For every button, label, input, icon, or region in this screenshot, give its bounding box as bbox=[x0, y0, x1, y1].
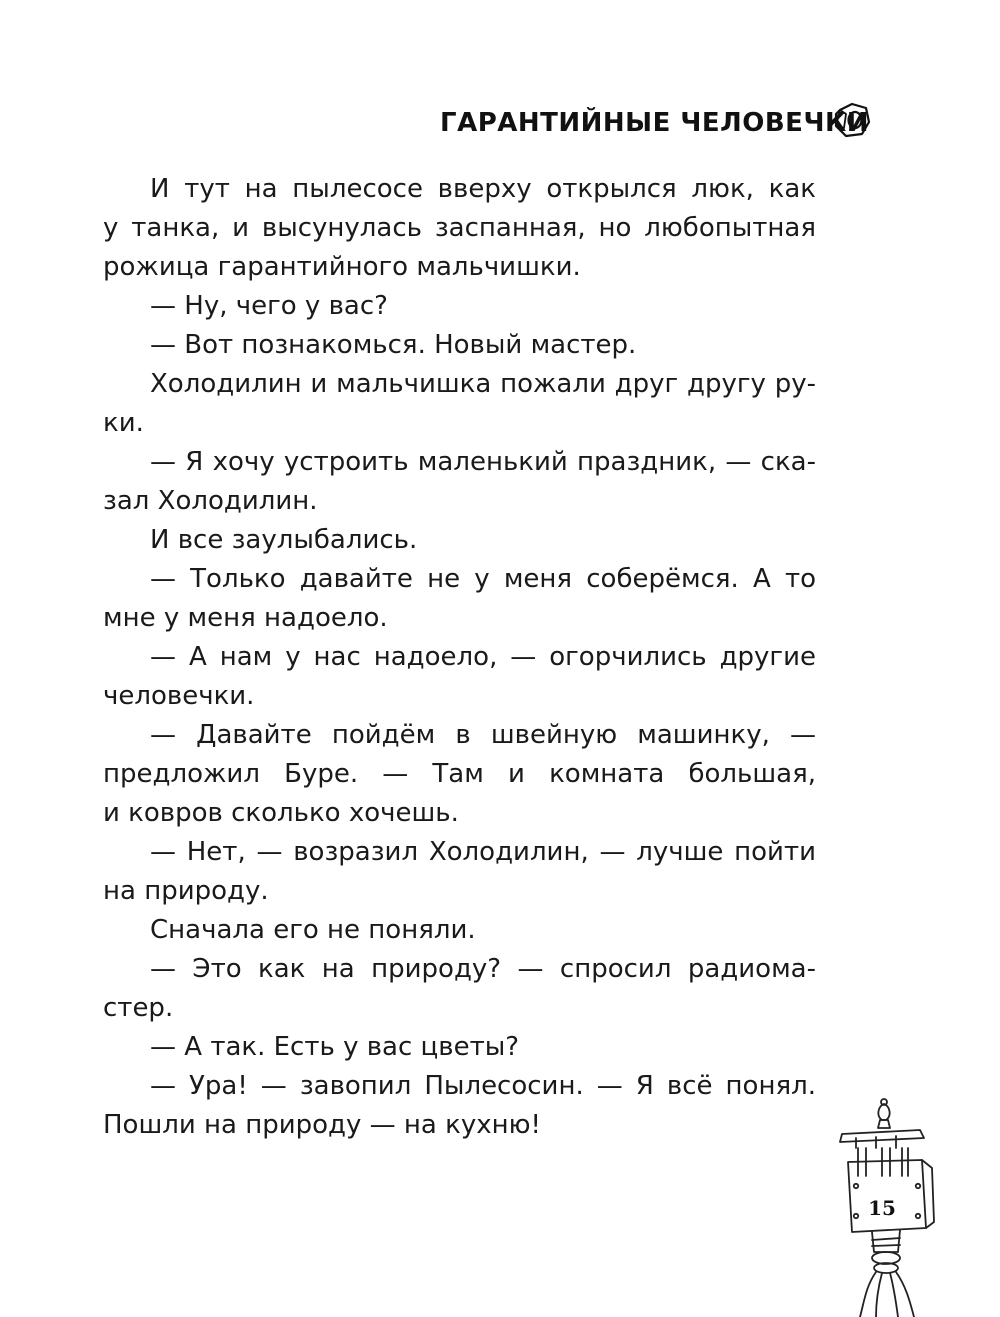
page-number: 15 bbox=[868, 1196, 896, 1220]
text-line: предложил Буре. — Там и комната большая, bbox=[103, 759, 816, 789]
text-line: И тут на пылесосе вверху открылся люк, как bbox=[150, 174, 816, 204]
running-header: ГАРАНТИЙНЫЕ ЧЕЛОВЕЧКИ bbox=[440, 108, 869, 138]
text-line: — Вот познакомься. Новый мастер. bbox=[150, 330, 637, 360]
text-line: у танка, и высунулась заспанная, но любопытная bbox=[103, 213, 816, 243]
text-line: — Это как на природу? — спросил радиома- bbox=[150, 954, 816, 984]
text-line: — А нам у нас надоело, — огорчились другие bbox=[150, 642, 816, 672]
text-line: — Ура! — завопил Пылесосин. — Я всё понял. bbox=[150, 1071, 816, 1101]
text-line: и ковров сколько хочешь. bbox=[103, 798, 459, 828]
text-line: человечки. bbox=[103, 681, 255, 711]
text-line: рожица гарантийного мальчишки. bbox=[103, 252, 581, 282]
text-line: мне у меня надоело. bbox=[103, 603, 388, 633]
body-text bbox=[103, 170, 816, 1145]
text-line: — Нет, — возразил Холодилин, — лучше пойти bbox=[150, 837, 816, 867]
text-line: стер. bbox=[103, 993, 174, 1023]
text-line: — А так. Есть у вас цветы? bbox=[150, 1032, 520, 1062]
text-line: — Я хочу устроить маленький праздник, — ска- bbox=[150, 447, 816, 477]
text-line: Сначала его не поняли. bbox=[150, 915, 476, 945]
text-line: И все заулыбались. bbox=[150, 525, 418, 555]
text-line: ки. bbox=[103, 408, 144, 438]
text-line: — Давайте пойдём в швейную машинку, — bbox=[150, 720, 816, 750]
text-line: — Только давайте не у меня соберёмся. А то bbox=[150, 564, 816, 594]
text-line: Пошли на природу — на кухню! bbox=[103, 1110, 541, 1140]
text-line: — Ну, чего у вас? bbox=[150, 291, 388, 321]
text-line: зал Холодилин. bbox=[103, 486, 318, 516]
text-line: Холодилин и мальчишка пожали друг другу ру- bbox=[150, 369, 816, 399]
text-line: на природу. bbox=[103, 876, 269, 906]
nut-icon bbox=[832, 100, 872, 140]
